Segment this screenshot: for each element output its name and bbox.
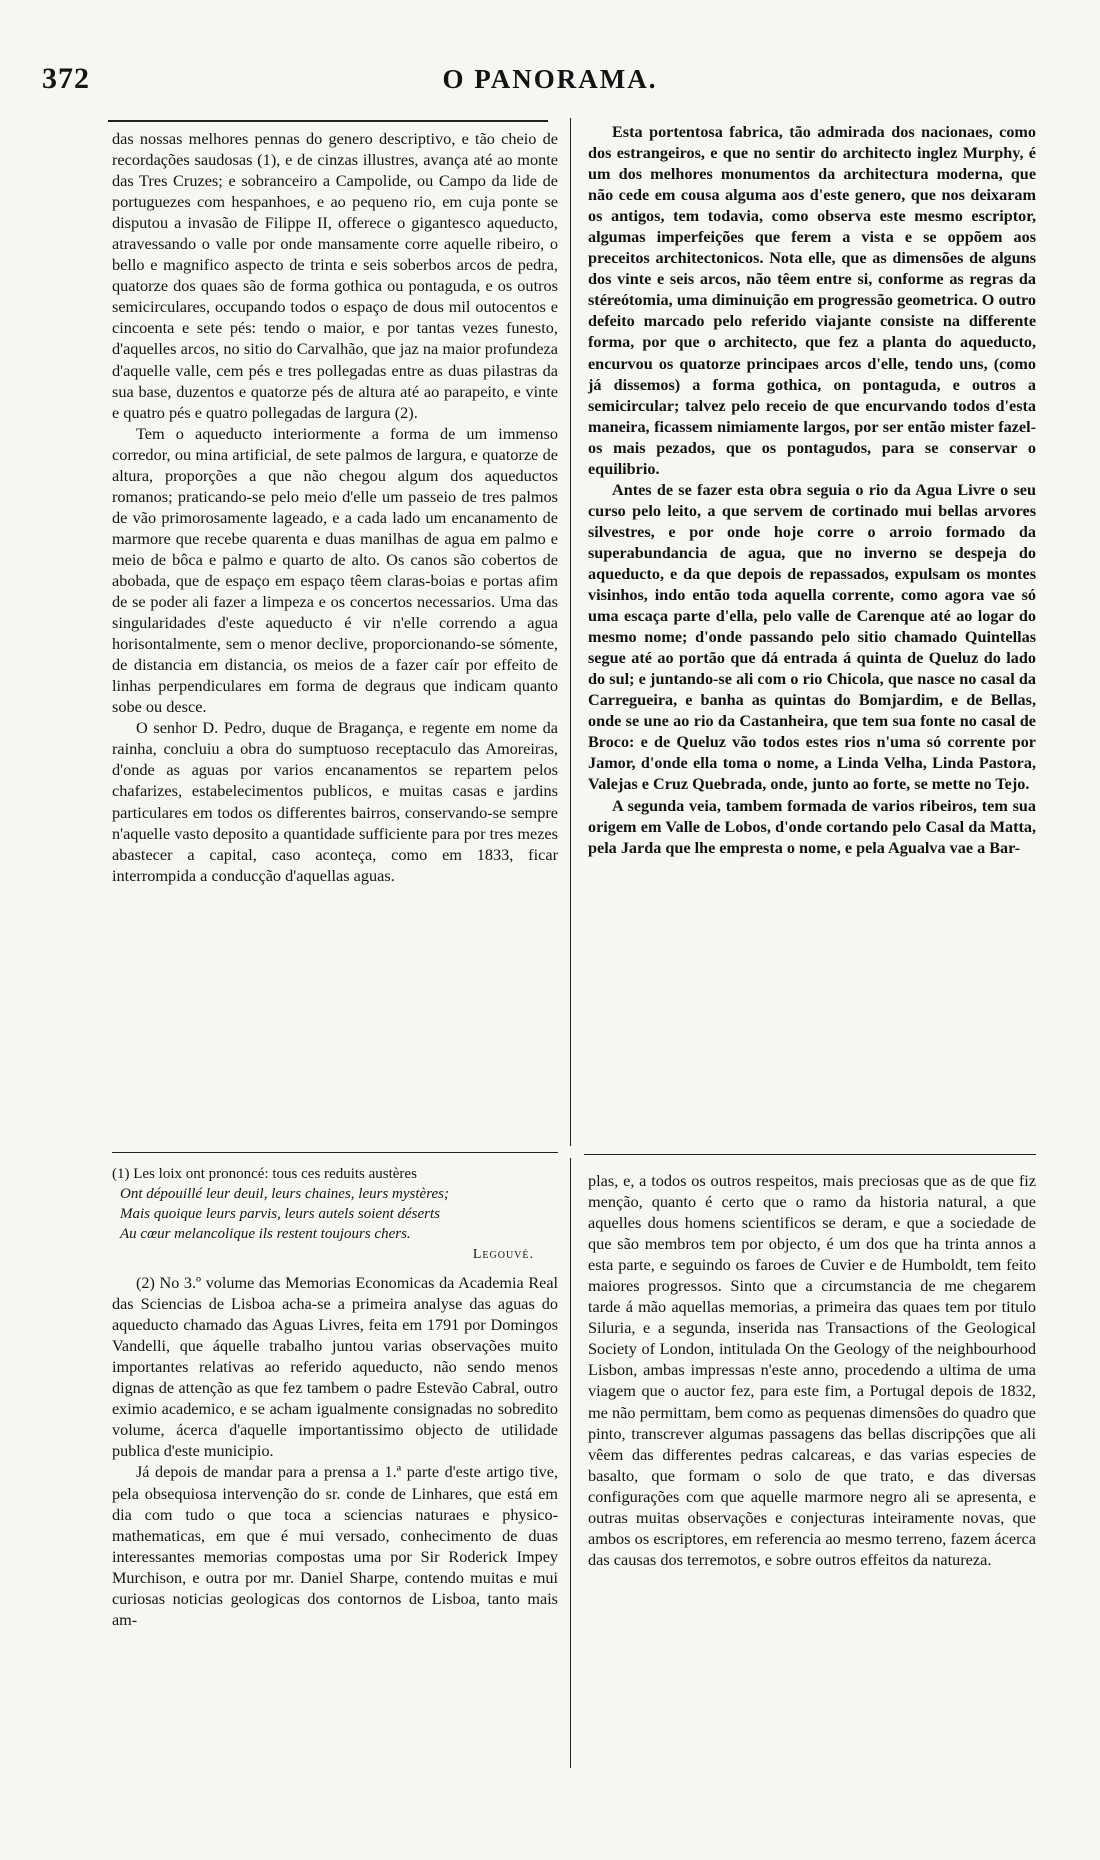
right-lower-paragraph: plas, e, a todos os outros respeitos, mais preciosas que as de que fiz menção, quanto é certo que o ramo da historia natural, a que aquelles dous homens scientificos se deram, e que a sociedade de que são membros tem por objecto, é um dos que ha trinta annos a esta parte, e seguindo os faroes de Cuvier e de Humboldt, tem feito maiores progressos. Sinto que a circumstancia de me chegarem tarde á mão aquellas memorias, a primeira das quaes tem por titulo Siluria, e a segunda, inserida nas Transactions of the Geological Society of London, intitulada On the Geology of the neighbourhood Lisbon, ambas impressas n'este anno, procedendo a ultima de uma viagem que o auctor fez, para este fim, a Portugal depois de 1832, me não permittam, bem como as pequenas dimensões do quadro que pinto, transcrever algumas passagens das bellas discripções que ali vêem das differentes pedras calcareas, e das varias especies de basalto, que formam o solo de que trato, e das diversas configurações com que aquelle marmore negro ali se apresenta, e outras muitas observações e conjecturas inteiramente novas, que ambos os escriptores, em referencia ao mesmo terreno, fazem ácerca das causas dos terremotos, e sobre outros effeitos da natureza.: [588, 1171, 1036, 1569]
verse-line: Mais quoique leurs parvis, leurs autels soient déserts: [120, 1206, 440, 1222]
header-rule: [108, 120, 548, 122]
page-header: [42, 62, 1058, 106]
column-divider-lower: [570, 1158, 571, 1768]
verse-line: Ont dépouillé leur deuil, leurs chaines, leurs mystères;: [120, 1186, 449, 1202]
right-column: [588, 122, 1036, 859]
page-number: 372: [42, 62, 90, 95]
verse-line: (1) Les loix ont prononcé: tous ces reduits austères: [112, 1166, 417, 1182]
right-paragraph-1: Esta portentosa fabrica, tão admirada dos nacionaes, como dos estrangeiros, e que no sentir do architecto inglez Murphy, é um dos melhores monumentos da architectura moderna, que não cede em cousa alguma aos d'este genero, que nos deixaram os antigos, tem todavia, como observa este mesmo escriptor, algumas imperfeições que ferem a vista e se oppõem aos preceitos architectonicos. Nota elle, que as dimensões de alguns dos vinte e seis arcos, não têem entre si, conforme as regras da stéreótomia, uma diminuição em progressão geometrica. O outro defeito marcado pelo referido viajante consiste na differente forma, por que o architecto, que fez a planta do aqueducto, encurvou os quatorze principaes arcos d'elle, tendo uns, (como já dissemos) a forma gothica, on pontaguda, e outros a semicircular; talvez pelo receio de que encurvando todos d'esta maneira, ficassem nimiamente largos, por ser então mister fazel-os mais pezados, que os pontagudos, para se conservar o equilibrio.: [588, 123, 1036, 478]
footnote-2: (2) No 3.º volume das Memorias Economicas da Academia Real das Sciencias de Lisboa acha-se a primeira analyse das aguas do aqueducto chamado das Aguas Livres, feita em 1791 por Domingos Vandelli, que áquelle trabalho juntou varias observações muito importantes relativas ao referido aqueducto, não sendo menos dignas de attenção as que fez tambem o padre Estevão Cabral, outro eximio academico, e se acham igualmente consignadas no sobredito volume, ácerca d'aquelle importantissimo objecto de utilidade publica d'este municipio.: [112, 1274, 558, 1461]
footnote-1-verse: [112, 1164, 558, 1244]
right-paragraph-2: Antes de se fazer esta obra seguia o rio da Agua Livre o seu curso pelo leito, a que servem de cortinado mui bellas arvores silvestres, e por onde hoje corre o arroio formado da superabundancia de agua, que no inverno se despeja do aqueducto, e da que depois de repassados, expulsam os montes visinhos, indo então toda aquella corrente, como agora vae só uma escaça parte d'ella, pelo valle de Carenque até ao logar do mesmo nome; d'onde passando pelo sitio chamado Quintellas segue até ao portão que dá entrada á quinta de Queluz do lado do sul; e juntando-se ali com o rio Chicola, que nasce no casal da Carregueira, e banha as quintas do Bomjardim, e de Bellas, onde se une ao rio da Castanheira, que tem sua fonte no casal de Broco: e de Queluz vão todos estes rios n'uma só corrente por Jamor, d'onde ella toma o nome, a Linda Velha, Linda Pastora, Valejas e Cruz Quebrada, onde, junto ao forte, se mette no Tejo.: [588, 480, 1036, 794]
right-lower-rule: [584, 1154, 1036, 1155]
footnote-rule: [112, 1152, 558, 1153]
left-paragraph-3: O senhor D. Pedro, duque de Bragança, e regente em nome da rainha, concluiu a obra do sumptuoso receptaculo das Amoreiras, d'onde as aguas por varios encanamentos se repartem pelos chafarizes, estabelecimentos publicos, e muitas casas e jardins particulares em todos os differentes bairros, conservando-se sempre n'aquelle vasto deposito a quantidade sufficiente para por tres mezes abastecer a capital, caso aconteça, como em 1833, ficar interrompida a conducção d'aquellas aguas.: [112, 718, 558, 885]
right-paragraph-3: A segunda veia, tambem formada de varios ribeiros, tem sua origem em Valle de Lobos, d'onde cortando pelo Casal da Matta, pela Jarda que lhe empresta o nome, e pela Agualva vae a Bar-: [588, 796, 1036, 857]
verse-line: Au cœur melancolique ils restent toujours chers.: [120, 1226, 411, 1242]
left-paragraph-2: Tem o aqueducto interiormente a forma de um immenso corredor, ou mina artificial, de sete palmos de largura, e quatorze de altura, proporções a que não chegou algum dos aqueductos romanos; praticando-se pelo meio d'elle um passeio de tres palmos de vão primorosamente lageado, e a cada lado um encanamento de marmore que recebe quarenta e duas manilhas de agua em palmo e meio de bôca e palmo e quarto de alto. Os canos são cobertos de abobada, que de espaço em espaço têem claras-boias e portas afim de se poder ali fazer a limpeza e os concertos necessarios. Uma das singularidades d'este aqueducto é vir n'elle correndo a agua horisontalmente, sem o menor declive, proporcionando-se sómente, de distancia em distancia, os meios de a fazer caír por effeito de linhas perpendiculares em forma de degraus que indicam quanto sobe ou desce.: [112, 423, 558, 717]
publication-title: O PANORAMA.: [442, 64, 658, 94]
verse-signature: Legouvé.: [472, 1247, 534, 1262]
left-paragraph-1: das nossas melhores pennas do genero descriptivo, e tão cheio de recordações saudosas (1), e de cinzas illustres, avança até ao monte das Tres Cruzes; e sobranceiro a Campolide, ou Campo da lide de portuguezes com hespanhoes, e ao pequeno rio, em cuja ponte se disputou a invasão de Filippe II, offerece o gigantesco aqueducto, atravessando o valle por onde mansamente corre aquelle ribeiro, o bello e magnifico aspecto de trinta e seis soberbos arcos de pedra, quatorze dos quaes são de forma gothica ou pontaguda, e os outros semicirculares, occupando todos o espaço de dous mil outocentos e cincoenta e sete pés: tendo o maior, e por tantas vezes funesto, d'aquelles arcos, no sitio do Carvalhão, que jaz na maior profundeza d'aquelle valle, cem pés e tres pollegadas entre as duas pilastras da sua base, duzentos e quatorze pés de altura até ao parapeito, e vinte e quatro pés e quatro pollegadas de largura (2).: [112, 129, 558, 422]
footnotes: [112, 1164, 558, 1631]
column-divider-upper: [570, 118, 571, 1146]
left-column: [112, 128, 558, 886]
footnote-3: Já depois de mandar para a prensa a 1.ª parte d'este artigo tive, pela obsequiosa intervenção do sr. conde de Linhares, que está em dia com tudo o que toca a sciencias naturaes e physico-mathematicas, em que é mui versado, conhecimento de duas interessantes memorias compostas uma por Sir Roderick Impey Murchison, e outra por mr. Daniel Sharpe, contendo muitas e mui curiosas noticias geologicas dos contornos de Lisboa, tanto mais am-: [112, 1463, 558, 1629]
right-column-lower: [588, 1170, 1036, 1570]
